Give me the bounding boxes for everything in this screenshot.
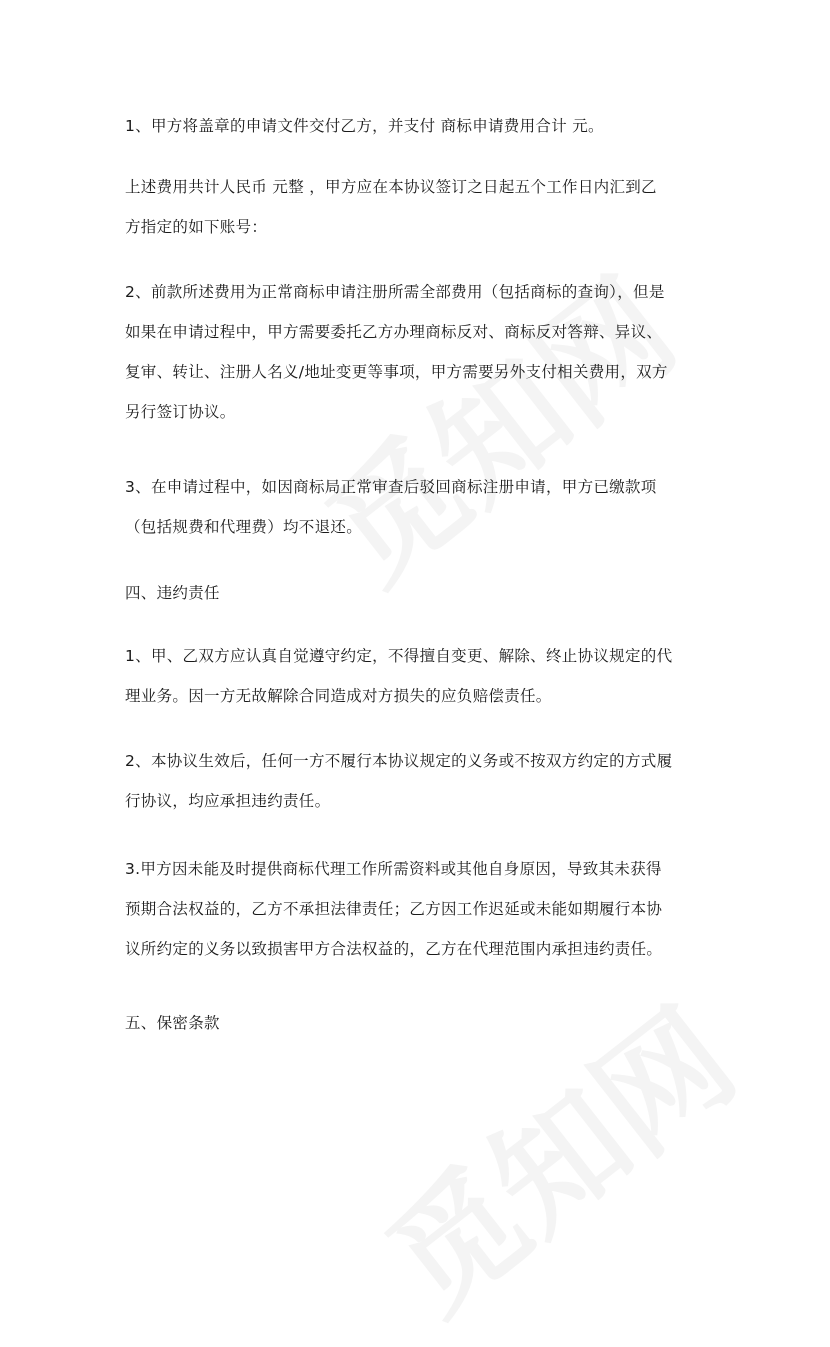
text-line: 另行签订协议。 xyxy=(125,403,236,421)
text-line: 2、前款所述费用为正常商标申请注册所需全部费用（包括商标的查询），但是 xyxy=(125,283,665,301)
text-line: 五、保密条款 xyxy=(125,1014,220,1032)
paragraph-breach-2 xyxy=(125,741,710,821)
text-line: 1、甲、乙双方应认真自觉遵守约定，不得擅自变更、解除、终止协议规定的代 xyxy=(125,647,673,665)
section-heading-confidentiality xyxy=(125,1003,710,1043)
text-line: 3.甲方因未能及时提供商标代理工作所需资料或其他自身原因，导致其未获得 xyxy=(125,860,662,878)
paragraph-fee-scope xyxy=(125,272,710,432)
text-line: 方指定的如下账号： xyxy=(125,218,268,236)
paragraph-breach-1 xyxy=(125,636,710,716)
text-line: 2、本协议生效后，任何一方不履行本协议规定的义务或不按双方约定的方式履 xyxy=(125,752,673,770)
text-line: （包括规费和代理费）均不退还。 xyxy=(125,518,363,536)
paragraph-fee-payment xyxy=(125,106,710,146)
text-line: 议所约定的义务以致损害甲方合法权益的，乙方在代理范围内承担违约责任。 xyxy=(125,940,663,958)
text-line: 上述费用共计人民币 元整 ，甲方应在本协议签订之日起五个工作日内汇到乙 xyxy=(125,178,657,196)
paragraph-fee-total xyxy=(125,167,710,247)
text-line: 1、甲方将盖章的申请文件交付乙方，并支付 商标申请费用合计 元。 xyxy=(125,117,604,135)
paragraph-breach-3 xyxy=(125,849,710,969)
text-line: 行协议，均应承担违约责任。 xyxy=(125,792,331,810)
paragraph-rejection xyxy=(125,467,710,547)
text-line: 如果在申请过程中，甲方需要委托乙方办理商标反对、商标反对答辩、异议、 xyxy=(125,323,663,341)
section-heading-breach xyxy=(125,573,710,613)
text-line: 复审、转让、注册人名义/地址变更等事项，甲方需要另外支付相关费用，双方 xyxy=(125,363,668,381)
text-line: 3、在申请过程中，如因商标局正常审查后驳回商标注册申请，甲方已缴款项 xyxy=(125,478,657,496)
text-line: 四、违约责任 xyxy=(125,584,220,602)
text-line: 预期合法权益的，乙方不承担法律责任；乙方因工作迟延或未能如期履行本协 xyxy=(125,900,663,918)
text-line: 理业务。因一方无故解除合同造成对方损失的应负赔偿责任。 xyxy=(125,687,552,705)
